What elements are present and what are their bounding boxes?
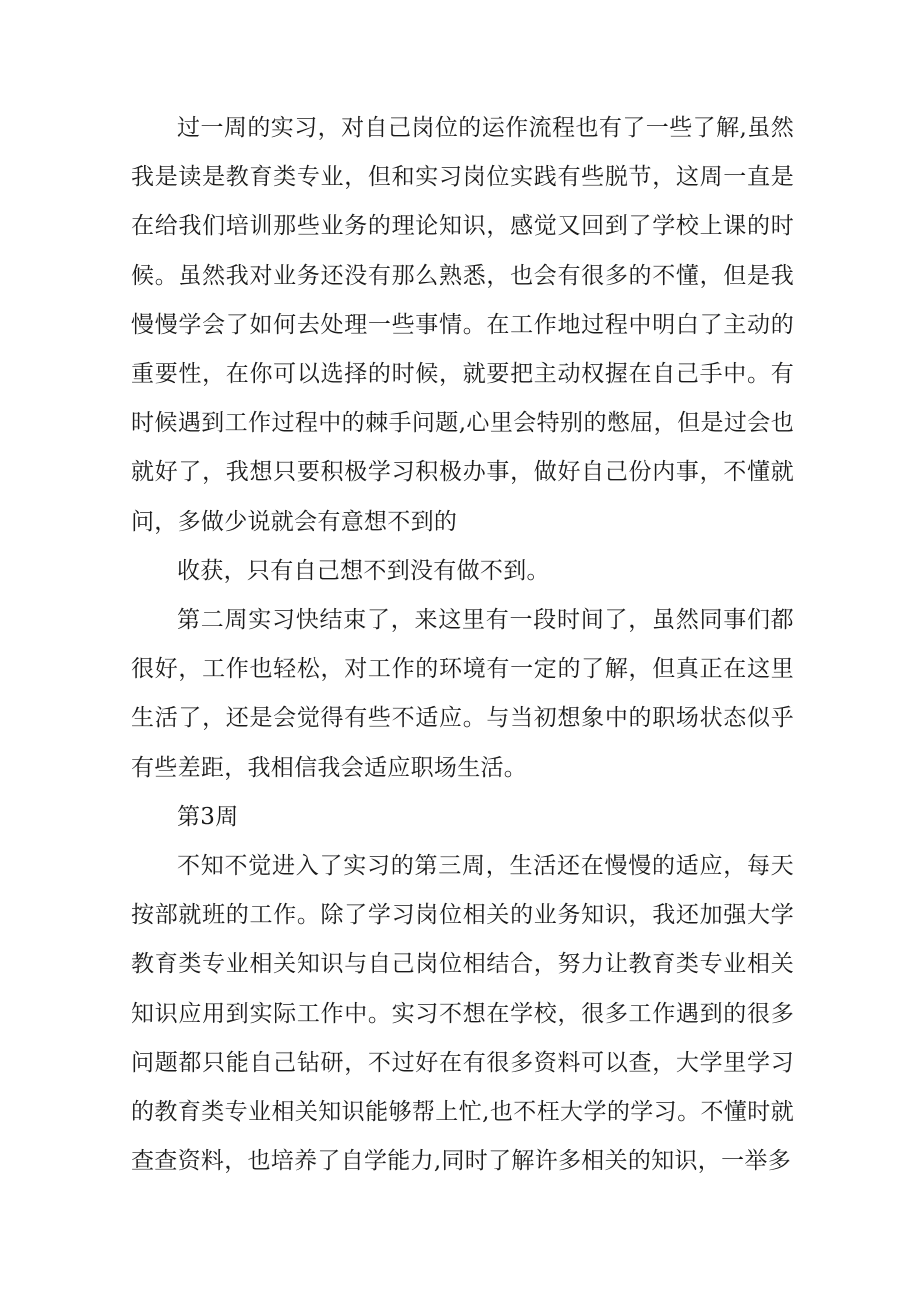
document-body	[131, 104, 794, 1186]
paragraph-week1-continued: 收获，只有自己想不到没有做不到。	[177, 557, 550, 584]
heading-week3: 第3周	[177, 803, 239, 830]
paragraph-week2: 第二周实习快结束了，来这里有一段时间了，虽然同事们都很好，工作也轻松，对工作的环境有一定的了解，但真正在这里生活了，还是会觉得有些不适应。与当初想象中的职场状态似乎有些差距，我相信我会适应职场生活。	[131, 607, 794, 781]
paragraph-week1: 过一周的实习，对自己岗位的运作流程也有了一些了解,虽然我是读是教育类专业，但和实习岗位实践有些脱节，这周一直是在给我们培训那些业务的理论知识，感觉又回到了学校上课的时候。虽然我对业务还没有那么熟悉，也会有很多的不懂，但是我慢慢学会了如何去处理一些事情。在工作地过程中明白了主动的重要性，在你可以选择的时候，就要把主动权握在自己手中。有时候遇到工作过程中的棘手问题,心里会特别的憋屈，但是过会也就好了，我想只要积极学习积极办事，做好自己份内事，不懂就问，多做少说就会有意想不到的	[131, 115, 794, 535]
paragraph-week3: 不知不觉进入了实习的第三周，生活还在慢慢的适应，每天按部就班的工作。除了学习岗位相关的业务知识，我还加强大学教育类专业相关知识与自己岗位相结合，努力让教育类专业相关知识应用到实际工作中。实习不想在学校，很多工作遇到的很多问题都只能自己钻研，不过好在有很多资料可以查，大学里学习的教育类专业相关知识能够帮上忙,也不枉大学的学习。不懂时就查查资料，也培养了自学能力,同时了解许多相关的知识，一举多	[131, 853, 794, 1175]
